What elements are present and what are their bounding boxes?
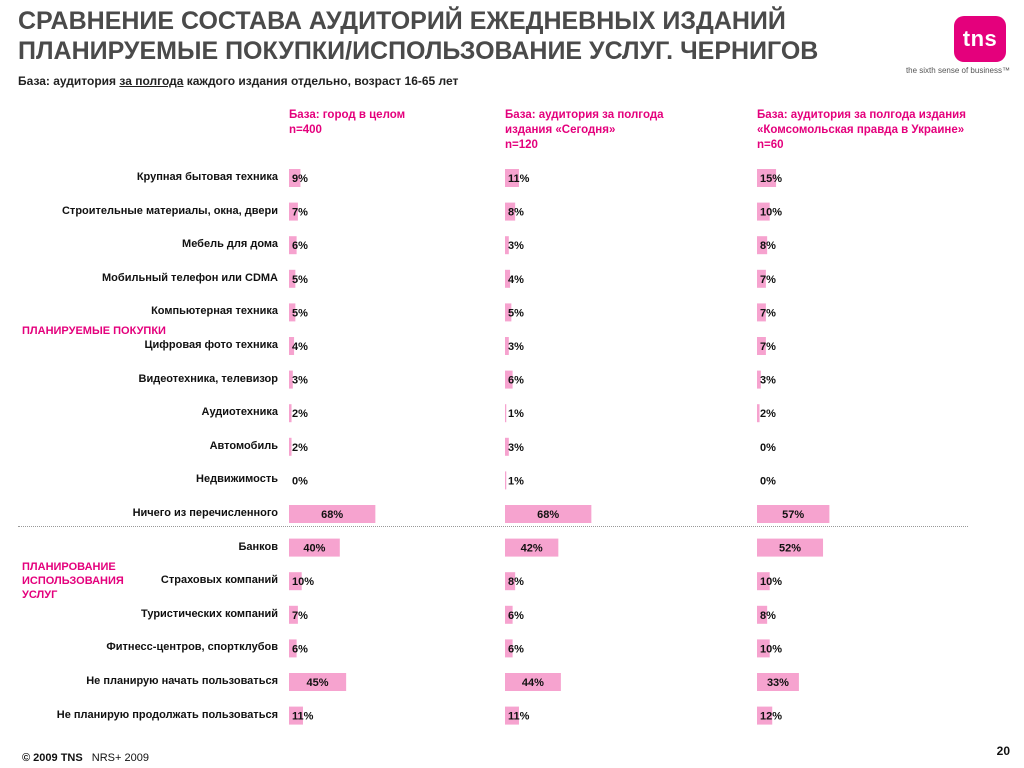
- data-label: 33%: [766, 677, 789, 689]
- row-label: Туристических компаний: [141, 607, 278, 620]
- base-suffix: каждого издания отдельно, возраст 16-65 лет: [183, 74, 459, 88]
- row-label: Аудиотехника: [201, 406, 278, 419]
- row-label: Компьютерная техника: [151, 305, 278, 318]
- title-line-2: ПЛАНИРУЕМЫЕ ПОКУПКИ/ИСПОЛЬЗОВАНИЕ УСЛУГ. ЧЕРНИГОВ: [18, 37, 819, 65]
- data-label: 5%: [292, 273, 308, 286]
- page-number: 20: [996, 744, 1010, 758]
- data-label: 2%: [760, 408, 776, 421]
- data-label: 11%: [292, 710, 314, 723]
- data-label: 44%: [521, 677, 544, 689]
- section-label-purchases: ПЛАНИРУЕМЫЕ ПОКУПКИ: [22, 325, 166, 337]
- row-label: Крупная бытовая техника: [136, 171, 278, 183]
- data-label: 10%: [760, 206, 783, 219]
- data-label: 5%: [292, 307, 308, 320]
- row-label: Цифровая фото техника: [144, 339, 278, 351]
- data-label: 12%: [760, 710, 783, 723]
- data-label: 42%: [520, 542, 543, 555]
- logo-text: tns: [962, 26, 998, 51]
- row-label: Недвижимость: [196, 473, 278, 486]
- data-label: 1%: [508, 408, 524, 421]
- data-label: 2%: [292, 441, 308, 454]
- row-label: Мобильный телефон или CDMA: [102, 271, 278, 284]
- row-label: Строительные материалы, окна, двери: [61, 204, 278, 217]
- data-label: 7%: [292, 206, 308, 219]
- data-label: 6%: [292, 240, 308, 253]
- data-label: 4%: [508, 273, 524, 286]
- column-header-line: издания «Сегодня»: [505, 124, 616, 136]
- data-label: 6%: [508, 609, 524, 622]
- data-label: 7%: [760, 307, 776, 320]
- data-label: 5%: [508, 307, 524, 320]
- base-prefix: База: аудитория: [18, 74, 120, 88]
- data-label: 40%: [303, 542, 326, 555]
- column-header-line: База: аудитория за полгода издания: [757, 109, 966, 121]
- data-label: 2%: [292, 408, 308, 421]
- data-label: 3%: [760, 374, 776, 387]
- data-label: 68%: [537, 509, 560, 521]
- data-label: 45%: [306, 677, 329, 689]
- data-label: 7%: [760, 273, 776, 286]
- data-label: 11%: [508, 710, 530, 723]
- data-label: 6%: [508, 374, 524, 387]
- row-label: Банков: [238, 540, 278, 553]
- column-header-line: n=120: [505, 139, 538, 151]
- data-label: 4%: [292, 341, 308, 353]
- column-header-line: n=400: [289, 124, 322, 136]
- data-label: 3%: [508, 341, 524, 353]
- logo-tagline: the sixth sense of business™: [905, 66, 1010, 75]
- data-label: 6%: [292, 643, 308, 656]
- row-label: Не планирую начать пользоваться: [86, 675, 278, 687]
- column-header-line: n=60: [757, 139, 784, 151]
- bar: [505, 471, 506, 489]
- base-underlined: за полгода: [119, 74, 184, 88]
- data-label: 10%: [760, 643, 783, 656]
- data-label: 68%: [321, 509, 344, 521]
- data-label: 1%: [508, 475, 524, 488]
- row-label: Страховых компаний: [160, 574, 278, 587]
- data-label: 8%: [508, 206, 524, 219]
- data-label: 0%: [292, 475, 308, 488]
- data-label: 0%: [760, 475, 776, 488]
- data-label: 8%: [760, 240, 776, 253]
- data-label: 8%: [760, 609, 776, 622]
- data-label: 15%: [760, 173, 783, 185]
- data-label: 7%: [292, 609, 308, 622]
- row-label: Мебель для дома: [182, 238, 278, 251]
- data-label: 9%: [292, 173, 308, 185]
- data-label: 7%: [760, 341, 776, 353]
- row-label: Фитнесс-центров, спортклубов: [106, 641, 278, 654]
- data-label: 11%: [508, 173, 530, 185]
- data-label: 3%: [508, 240, 524, 253]
- data-label: 0%: [760, 441, 776, 454]
- data-label: 57%: [782, 509, 805, 521]
- column-header-line: «Комсомольская правда в Украине»: [757, 124, 965, 136]
- column-header-line: База: аудитория за полгода: [505, 109, 664, 121]
- title-line-1: СРАВНЕНИЕ СОСТАВА АУДИТОРИЙ ЕЖЕДНЕВНЫХ ИЗДАНИЙ: [18, 7, 786, 35]
- row-label: Ничего из перечисленного: [132, 507, 278, 519]
- data-label: 3%: [508, 441, 524, 454]
- source-note: NRS+ 2009: [91, 752, 149, 764]
- data-label: 52%: [779, 542, 802, 555]
- footer: [22, 752, 149, 764]
- section-label-services: ПЛАНИРОВАНИЕ ИСПОЛЬЗОВАНИЯ УСЛУГ: [22, 561, 124, 601]
- row-label: Видеотехника, телевизор: [138, 372, 278, 385]
- row-label: Автомобиль: [209, 439, 278, 452]
- bar: [505, 404, 506, 422]
- column-header-line: База: город в целом: [289, 109, 406, 121]
- data-label: 10%: [760, 576, 783, 589]
- copyright: © 2009 TNS: [22, 752, 83, 764]
- data-label: 6%: [508, 643, 524, 656]
- row-label: Не планирую продолжать пользоваться: [56, 708, 278, 721]
- data-label: 3%: [292, 374, 308, 387]
- data-label: 8%: [508, 576, 524, 589]
- data-label: 10%: [292, 576, 315, 589]
